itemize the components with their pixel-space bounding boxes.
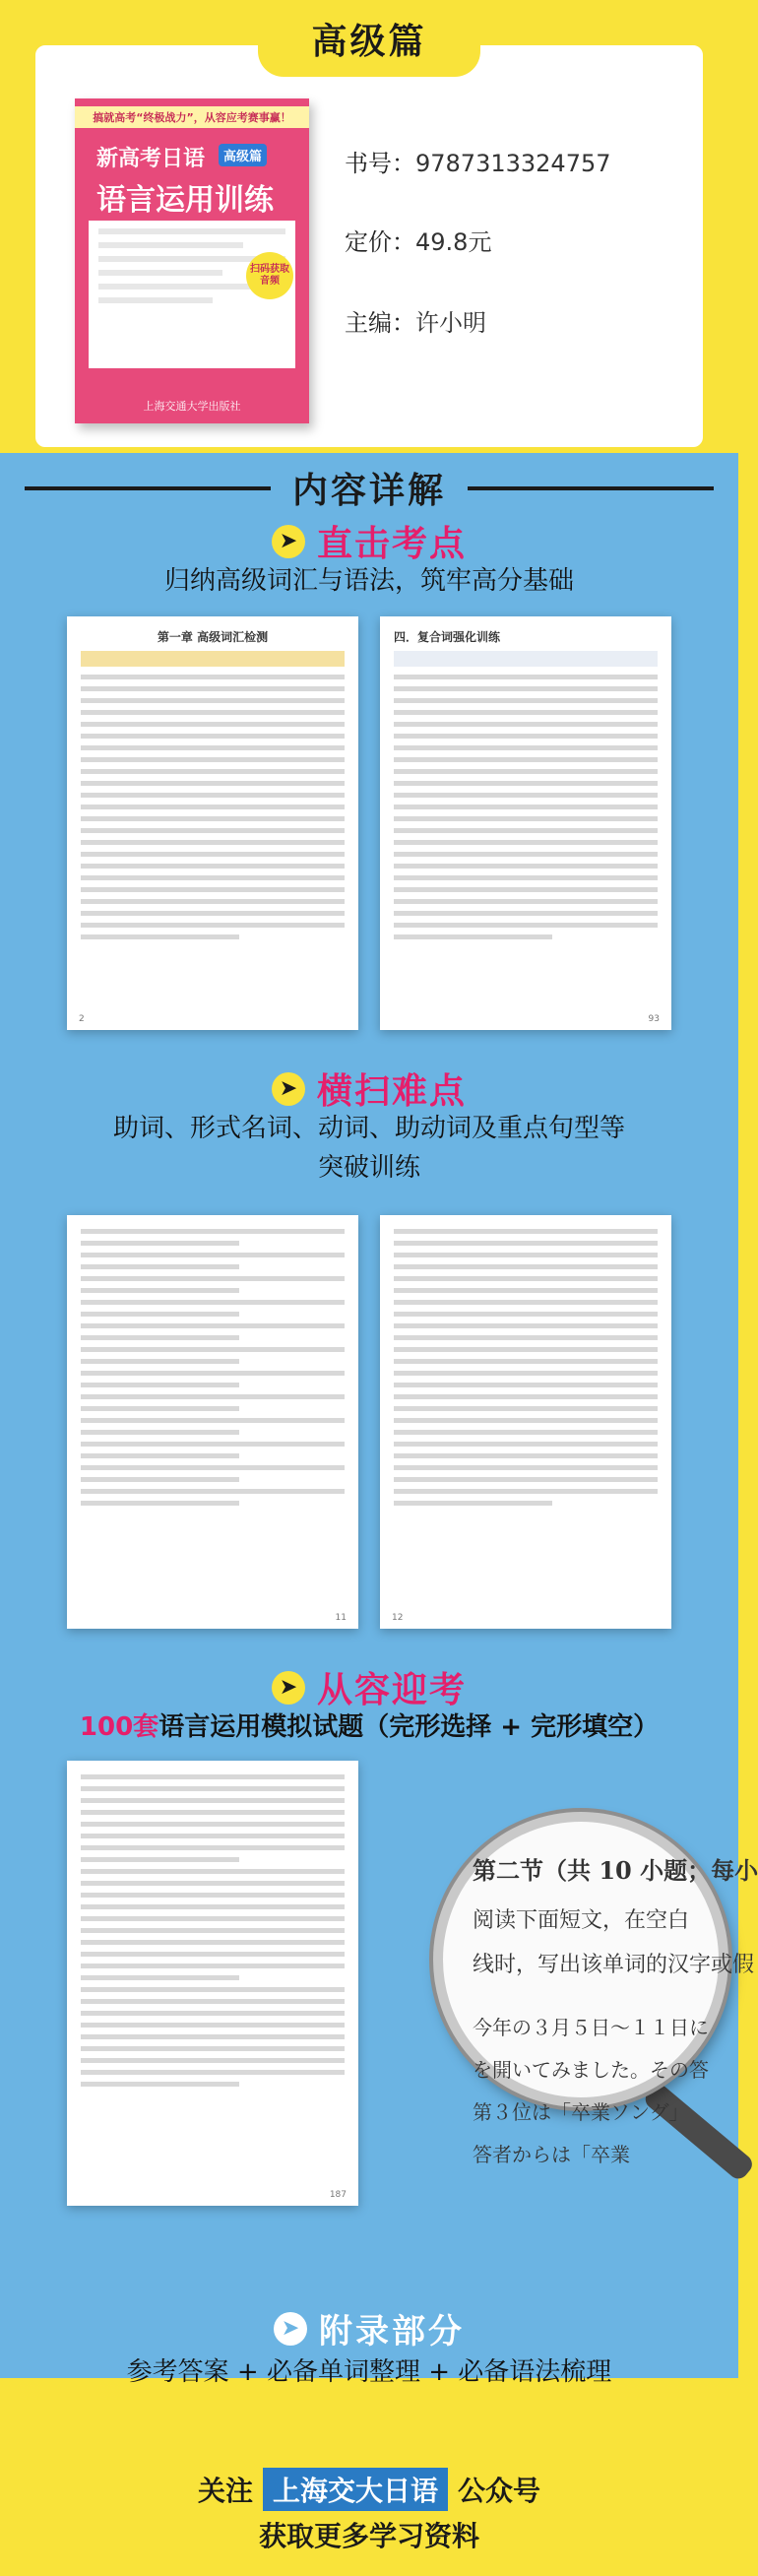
part2-desc-line1: 助词、形式名词、动词、助动词及重点句型等: [112, 1114, 625, 1143]
book-info-card: [30, 39, 709, 453]
part3-desc-count: 100套: [79, 1712, 159, 1742]
page-number: 12: [392, 1613, 404, 1623]
part2-title: 横扫难点: [316, 1071, 467, 1112]
magnified-line: 今年の３月５日～１１日に: [473, 2016, 709, 2039]
page-number: 2: [79, 1014, 85, 1024]
cover-level-tag: 高级篇: [219, 144, 267, 166]
part3-title: 从容迎考: [316, 1670, 467, 1710]
arrow-right-icon: ➤: [272, 1671, 305, 1705]
part2-desc-line2: 突破训练: [317, 1153, 420, 1183]
cover-badge: 扫码获取音频: [246, 252, 293, 299]
price-value: 49.8元: [415, 228, 492, 256]
appendix-desc: 参考答案 + 必备单词整理 + 必备语法梳理: [126, 2357, 612, 2387]
section-heading: [0, 463, 738, 513]
heading-rule-left: [25, 486, 271, 490]
arrow-right-icon: ➤: [274, 2312, 307, 2346]
magnified-line: 阅读下面短文，在空白: [473, 1908, 690, 1933]
part2-heading: [0, 1063, 738, 1114]
page-number: 11: [335, 1613, 347, 1623]
part3-desc-rest: 语言运用模拟试题（完形选择 + 完形填空）: [158, 1712, 660, 1742]
isbn-label: 书号：: [345, 150, 415, 177]
header-tab: [258, 0, 480, 77]
appendix-heading: [0, 2304, 738, 2352]
page-number: 93: [648, 1014, 660, 1024]
part1-title: 直击考点: [316, 524, 467, 564]
price-label: 定价：: [345, 228, 415, 256]
follow-line: [0, 2468, 738, 2511]
magnified-line: を開いてみました。その答: [473, 2058, 709, 2082]
sample-page-title: 四．复合词强化训练: [394, 630, 501, 644]
editor-value: 许小明: [415, 309, 486, 337]
appendix-title: 附录部分: [319, 2312, 465, 2351]
follow-pre: 关注: [197, 2475, 253, 2507]
heading-rule-right: [468, 486, 714, 490]
magnified-line: 线时，写出该单词的汉字或假: [473, 1953, 755, 1977]
header-tab-label: 高级篇: [311, 21, 427, 62]
account-name-badge[interactable]: 上海交大日语: [263, 2468, 448, 2511]
page-number: 187: [329, 2190, 347, 2200]
editor-row: [345, 303, 486, 338]
section-title: 内容详解: [291, 471, 446, 511]
part3-heading: [0, 1662, 738, 1712]
sample-page-vocab[interactable]: [67, 616, 358, 1030]
footer: [0, 2432, 738, 2576]
magnifier-lens: [433, 1812, 758, 2166]
cover-publisher: 上海交通大学出版社: [143, 400, 241, 413]
book-cover[interactable]: [75, 98, 309, 423]
magnified-line: 第二节（共 10 小题；每小: [473, 1856, 758, 1885]
arrow-right-icon: ➤: [272, 525, 305, 558]
part3-desc: [0, 1707, 738, 1747]
magnified-line: 答者からは「卒業: [473, 2143, 630, 2166]
sample-page-mock-test[interactable]: [67, 1761, 358, 2206]
editor-label: 主编：: [345, 309, 415, 337]
cover-title-line2: 语言运用训练: [96, 183, 274, 218]
cover-band: 搞就高考“终极战力”，从容应考赛事赢！: [75, 106, 309, 128]
sample-page-grammar[interactable]: [380, 1215, 671, 1629]
isbn-row: [345, 144, 611, 178]
sample-page-particles[interactable]: [67, 1215, 358, 1629]
part1-desc: 归纳高级词汇与语法，筑牢高分基础: [163, 566, 574, 596]
sample-page-compound[interactable]: [380, 616, 671, 1030]
isbn-value: 9787313324757: [415, 150, 611, 177]
follow-post: 公众号: [458, 2475, 541, 2507]
cover-title-line1: 新高考日语: [96, 147, 206, 171]
sample-page-title: 第一章 高级词汇检测: [157, 630, 269, 644]
footer-line2: 获取更多学习资料: [258, 2520, 479, 2552]
magnified-line: 第３位は「卒業ソング」: [473, 2100, 689, 2124]
part1-heading: [0, 516, 738, 566]
price-row: [345, 223, 491, 257]
arrow-right-icon: ➤: [272, 1072, 305, 1106]
